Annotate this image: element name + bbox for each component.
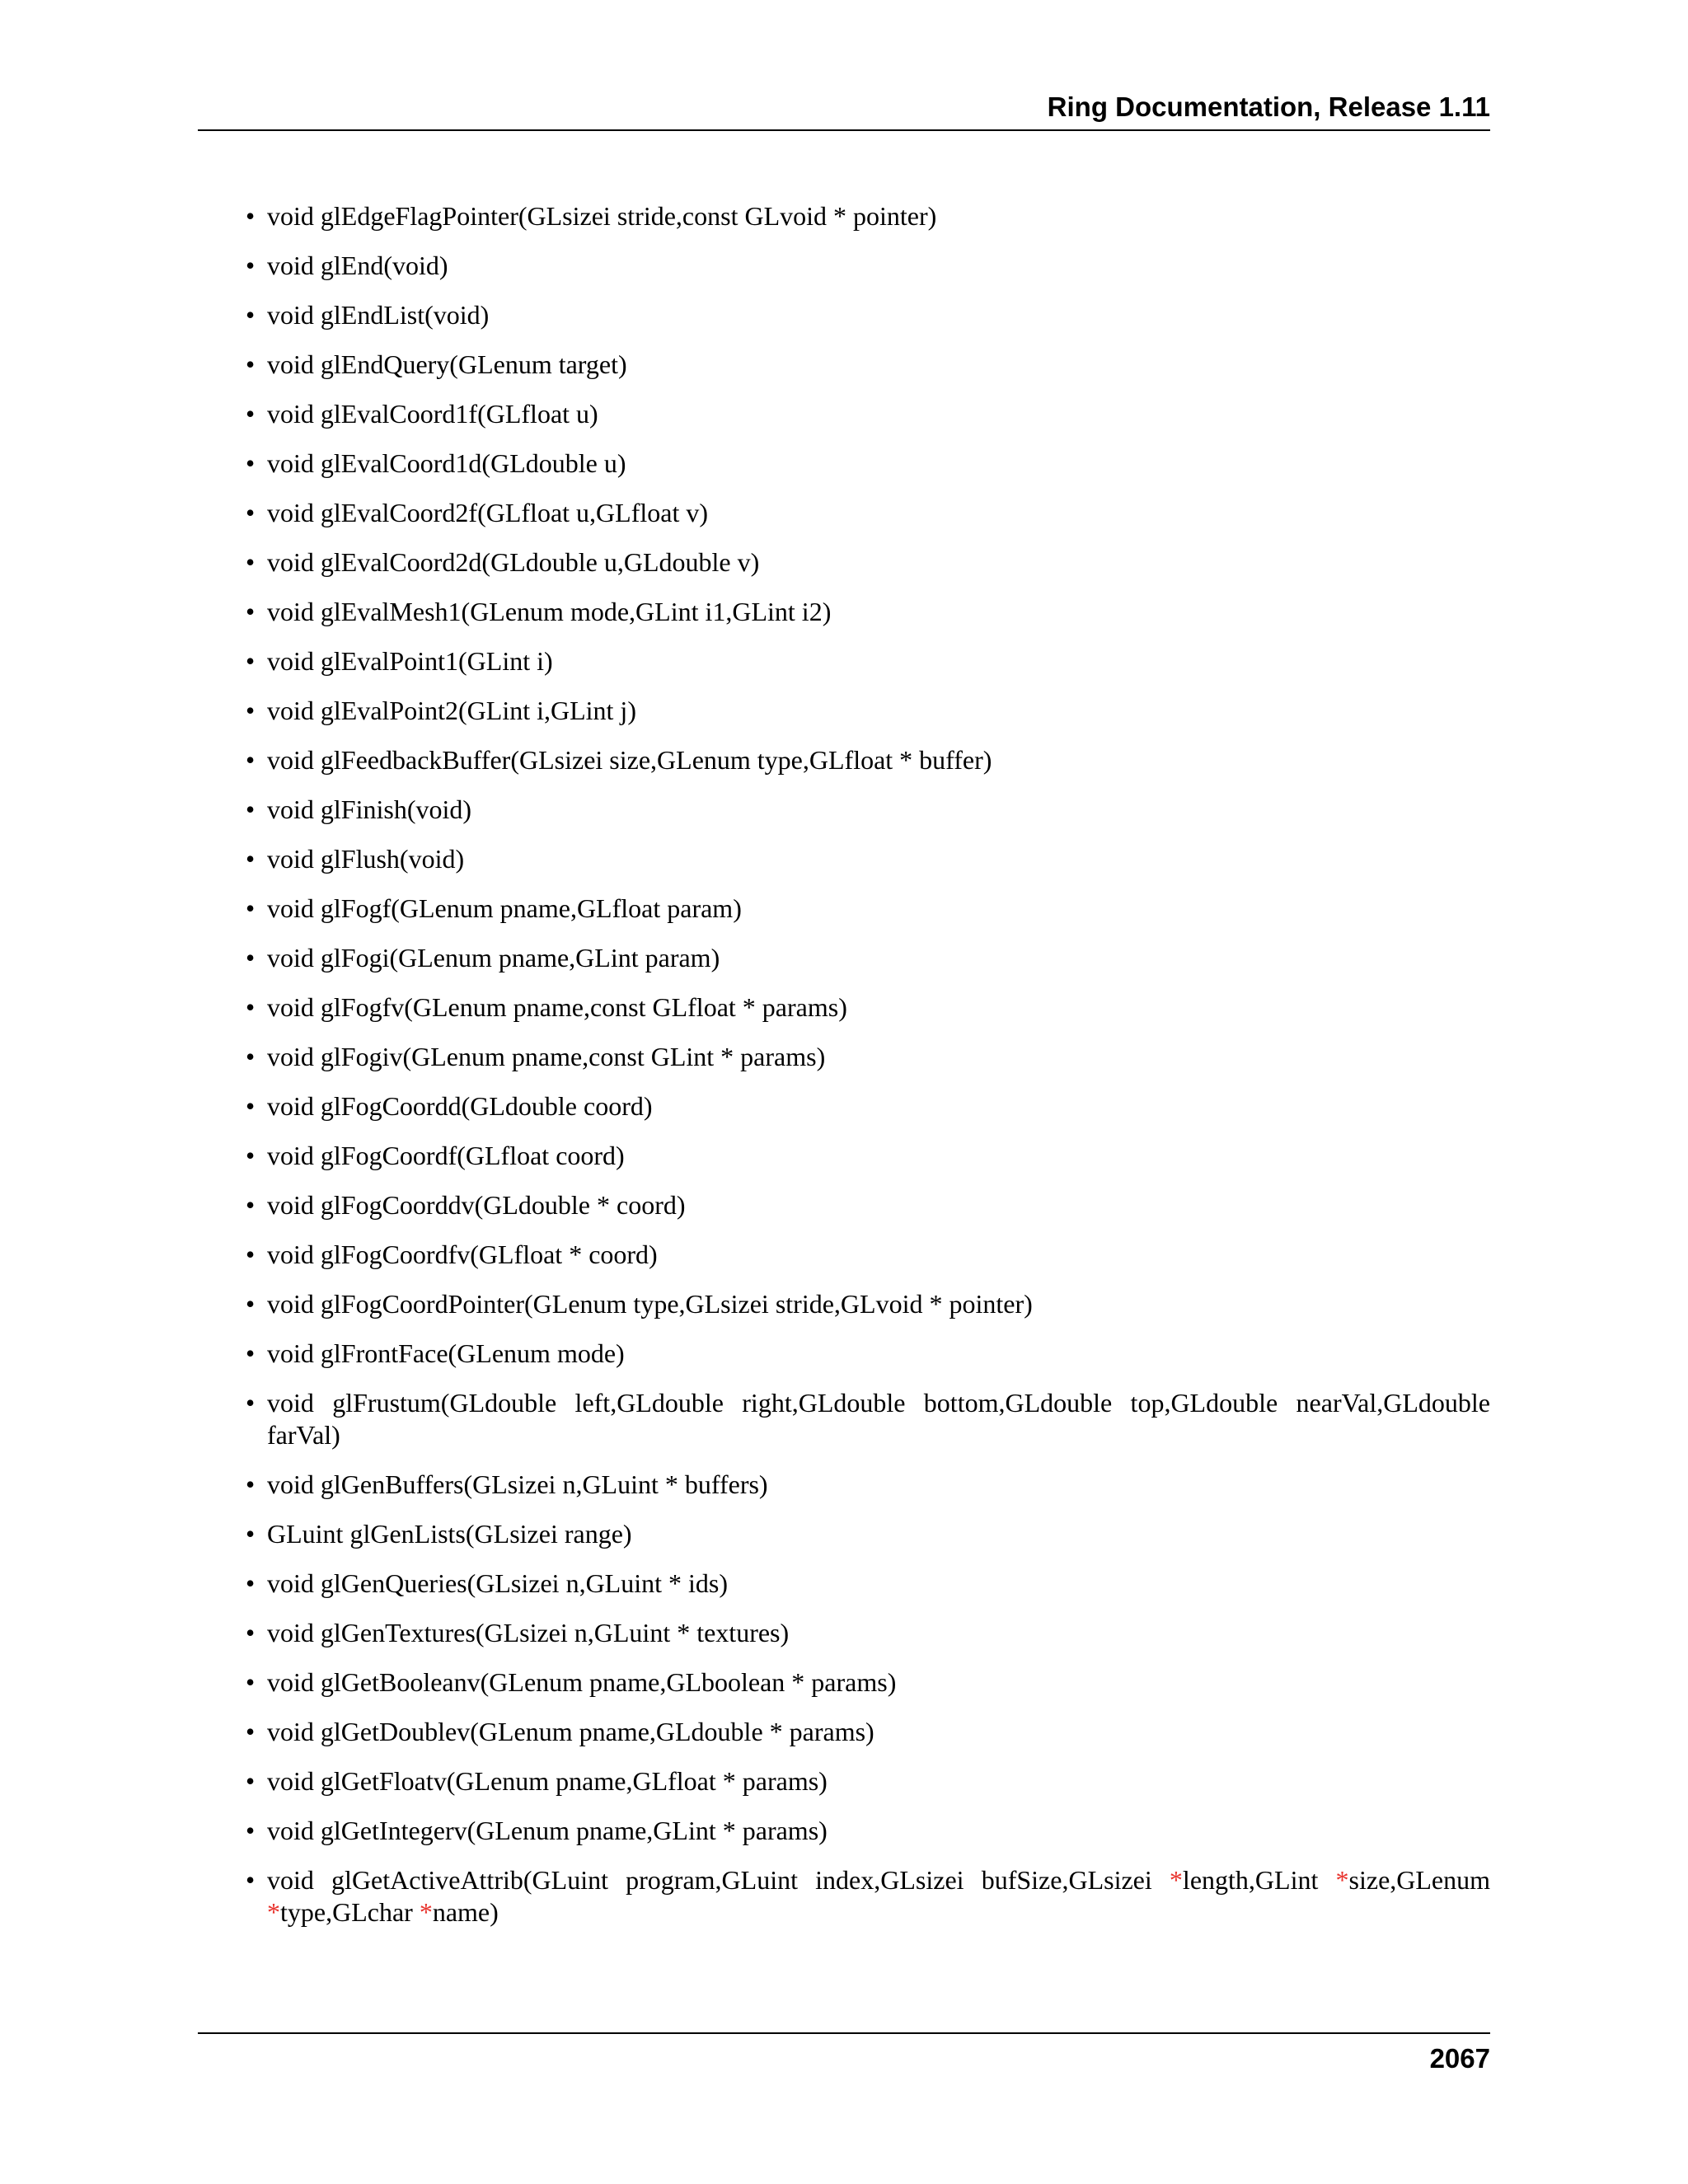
bullet: • [246,1042,256,1071]
bullet: • [246,745,256,775]
list-item [246,299,1490,331]
pointer-asterisk: * [267,1897,280,1927]
list-item [246,893,1490,925]
item-text: void glGenTextures(GLsizei n,GLuint * textures) [267,1618,790,1647]
bullet: • [246,1618,256,1647]
header-title: Ring Documentation, Release 1.11 [1047,91,1490,122]
list-item [246,200,1490,232]
bullet: • [246,1667,256,1697]
bullet: • [246,943,256,972]
item-text: void glFeedbackBuffer(GLsizei size,GLenum type,GLfloat * buffer) [267,745,992,775]
item-text: void glFinish(void) [267,794,472,824]
bullet: • [246,399,256,429]
bullet: • [246,201,256,231]
bullet: • [246,1816,256,1845]
list-item [246,695,1490,727]
item-text: void glFogCoordd(GLdouble coord) [267,1091,653,1121]
page-number: 2067 [1429,2043,1490,2074]
list-item [246,1568,1490,1600]
item-text: void glFogCoordfv(GLfloat * coord) [267,1240,658,1269]
list-item [246,942,1490,974]
list-item [246,1239,1490,1271]
bullet: • [246,597,256,626]
list-item [246,991,1490,1024]
item-text: GLuint glGenLists(GLsizei range) [267,1519,632,1549]
bullet: • [246,1766,256,1796]
list-item [246,1338,1490,1370]
list-item [246,1090,1490,1122]
list-item [246,596,1490,628]
bullet: • [246,1469,256,1499]
bullet: • [246,1289,256,1319]
bullet: • [246,1141,256,1170]
item-text: void glFogfv(GLenum pname,const GLfloat * params) [267,992,847,1022]
pointer-asterisk: * [419,1897,433,1927]
bullet: • [246,251,256,280]
bullet: • [246,794,256,824]
function-list [246,200,1490,1946]
list-item [246,1469,1490,1501]
item-text: void glEnd(void) [267,251,448,280]
footer-rule [198,2032,1490,2034]
item-text: void glFogiv(GLenum pname,const GLint * params) [267,1042,826,1071]
bullet: • [246,349,256,379]
bullet: • [246,992,256,1022]
bullet: • [246,1568,256,1598]
list-item [246,1617,1490,1649]
list-item [246,1189,1490,1221]
item-text: void glEvalMesh1(GLenum mode,GLint i1,GLint i2) [267,597,832,626]
item-text: void glEvalCoord2d(GLdouble u,GLdouble v) [267,547,760,577]
item-text: void glGenBuffers(GLsizei n,GLuint * buffers) [267,1469,768,1499]
item-text: void glEvalPoint2(GLint i,GLint j) [267,696,636,725]
item-text: void glFogi(GLenum pname,GLint param) [267,943,720,972]
bullet: • [246,300,256,330]
list-item [246,794,1490,826]
item-text: void glEndList(void) [267,300,490,330]
list-item [246,546,1490,579]
item-text: void glEndQuery(GLenum target) [267,349,627,379]
bullet: • [246,844,256,874]
item-text: void glEvalPoint1(GLint i) [267,646,553,676]
list-item [246,1518,1490,1550]
item-text: void glGetActiveAttrib(GLuint program,GLuint index,GLsizei bufSize,GLsizei *length,GLint *size,GLenum *type,GLchar *name) [267,1865,1491,1927]
item-text: void glGetFloatv(GLenum pname,GLfloat * params) [267,1766,828,1796]
bullet: • [246,1519,256,1549]
bullet: • [246,1091,256,1121]
bullet: • [246,1190,256,1220]
item-text: void glFlush(void) [267,844,465,874]
item-text: void glGetBooleanv(GLenum pname,GLboolean * params) [267,1667,897,1697]
list-item [246,349,1490,381]
list-item [246,1387,1490,1451]
list-item [246,1864,1490,1929]
item-text: void glFogCoorddv(GLdouble * coord) [267,1190,686,1220]
pointer-asterisk: * [1335,1865,1349,1895]
bullet: • [246,646,256,676]
item-text: void glGenQueries(GLsizei n,GLuint * ids) [267,1568,728,1598]
bullet: • [246,1717,256,1746]
item-text: void glEvalCoord2f(GLfloat u,GLfloat v) [267,498,708,527]
bullet: • [246,547,256,577]
item-text: void glFogf(GLenum pname,GLfloat param) [267,893,742,923]
list-item [246,1288,1490,1320]
list-item [246,744,1490,776]
bullet: • [246,1865,256,1895]
list-item [246,1140,1490,1172]
item-text: void glGetDoublev(GLenum pname,GLdouble * params) [267,1717,874,1746]
item-text: void glEdgeFlagPointer(GLsizei stride,const GLvoid * pointer) [267,201,937,231]
list-item [246,1815,1490,1847]
item-text: void glFogCoordf(GLfloat coord) [267,1141,625,1170]
bullet: • [246,893,256,923]
list-item [246,1716,1490,1748]
list-item [246,1765,1490,1797]
list-item [246,497,1490,529]
item-text: void glEvalCoord1f(GLfloat u) [267,399,598,429]
header-rule [198,129,1490,131]
bullet: • [246,696,256,725]
list-item [246,843,1490,875]
item-text: void glFrustum(GLdouble left,GLdouble right,GLdouble bottom,GLdouble top,GLdouble nearVal,GLdouble farVal) [267,1388,1490,1450]
bullet: • [246,448,256,478]
item-text: void glFrontFace(GLenum mode) [267,1338,625,1368]
bullet: • [246,498,256,527]
item-text: void glEvalCoord1d(GLdouble u) [267,448,626,478]
bullet: • [246,1338,256,1368]
list-item [246,1666,1490,1699]
list-item [246,1041,1490,1073]
list-item [246,645,1490,677]
item-text: void glGetIntegerv(GLenum pname,GLint * params) [267,1816,828,1845]
list-item [246,398,1490,430]
list-item [246,448,1490,480]
list-item [246,250,1490,282]
pointer-asterisk: * [1169,1865,1183,1895]
bullet: • [246,1388,256,1418]
item-text: void glFogCoordPointer(GLenum type,GLsizei stride,GLvoid * pointer) [267,1289,1033,1319]
bullet: • [246,1240,256,1269]
